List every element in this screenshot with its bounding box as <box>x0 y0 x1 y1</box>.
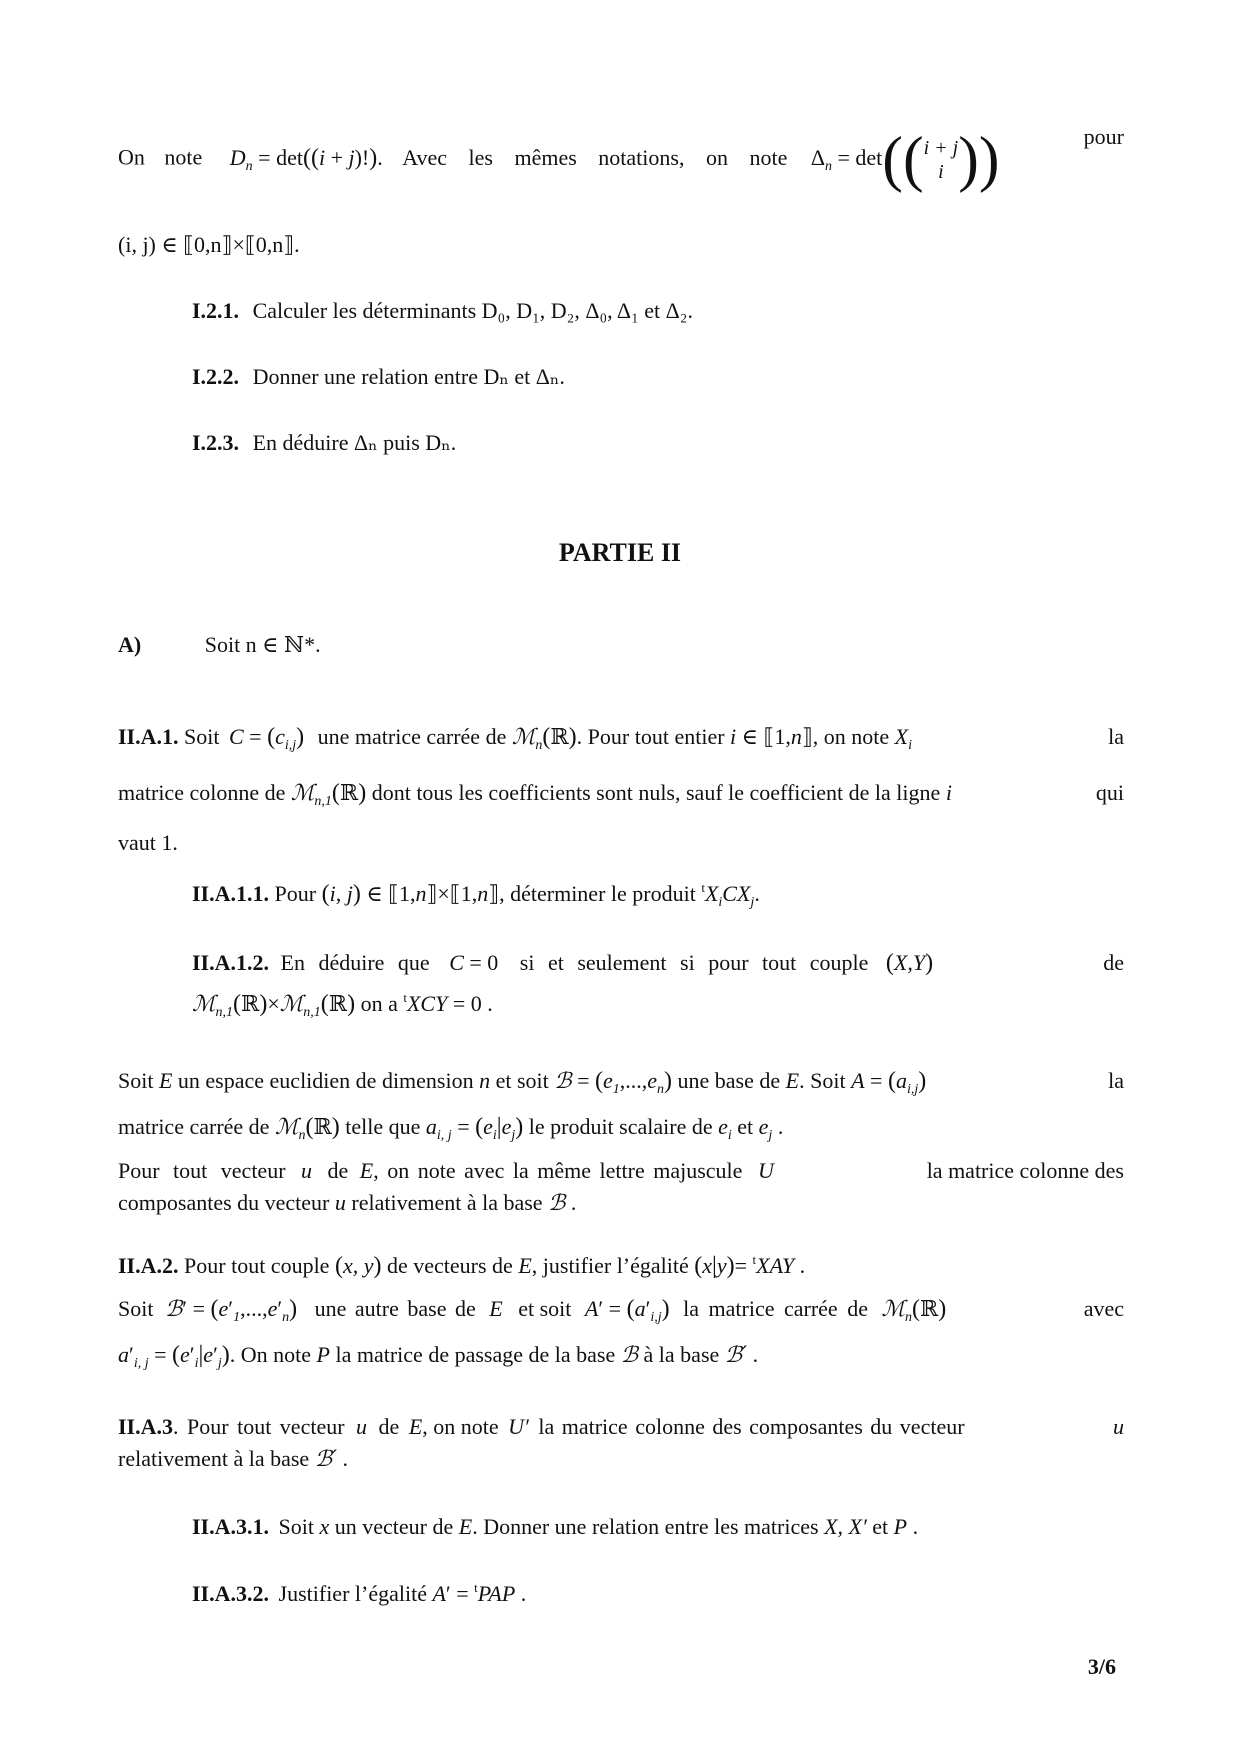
basis-B: ℬ <box>548 1191 566 1216</box>
basis-Bprime: ℬ′ <box>314 1447 337 1472</box>
text: on a <box>360 991 398 1016</box>
text: et soit <box>495 1068 549 1093</box>
question-I-2-2 <box>192 364 565 390</box>
text: qui <box>1095 780 1124 805</box>
formula-XCY0: $^t$XCY = 0 . <box>403 990 493 1016</box>
var-E: E <box>158 1068 173 1093</box>
IIA3-line1 <box>118 1414 1124 1440</box>
intro-on-note: On note <box>118 144 203 170</box>
text: de <box>378 1414 400 1439</box>
text: . Donner une relation entre les matrices <box>472 1514 819 1539</box>
text: . Soit <box>799 1068 846 1093</box>
IIA12-line2 <box>192 990 493 1021</box>
formula-ei: $e_i$ <box>718 1114 732 1143</box>
IIA31: II.A.3.1. Soit x un vecteur de E. Donner une relation entre les matrices X, X′ et P . <box>192 1514 919 1539</box>
IIA2-line3: $a'_{i, j} = (e'_i|e'_j)$. On note P la matrice de passage de la base ℬ à la base ℬ′ . <box>118 1342 759 1371</box>
IIA2-line2 <box>118 1296 1124 1326</box>
text: . Pour tout vecteur <box>173 1414 345 1439</box>
text: matrice colonne de <box>118 780 286 805</box>
formula-i-range: i ∈ ⟦1,n⟧ <box>730 724 813 749</box>
text: la matrice colonne des <box>926 1158 1124 1183</box>
formula-Bprime: ℬ′ = $(e'_1,...,e'_n)$ <box>164 1296 298 1325</box>
IIA3-line2: relativement à la base ℬ′ . <box>118 1446 348 1472</box>
section-A <box>118 632 321 658</box>
question-label: I.2.2. <box>192 364 240 389</box>
text: une matrice carrée de <box>317 724 507 749</box>
intro-avec: Avec les mêmes notations, on note <box>402 144 788 170</box>
formula-xy: (x, y) <box>334 1253 382 1279</box>
IIA12-line1 <box>192 950 1124 977</box>
IIA3-label: II.A.3 <box>118 1414 174 1439</box>
text: Soit <box>118 1296 154 1321</box>
var-u: u <box>1113 1414 1124 1439</box>
IIA1-label: II.A.1. <box>118 724 179 749</box>
text: la matrice de passage de la base <box>335 1342 616 1367</box>
question-label: I.2.3. <box>192 430 240 455</box>
formula-aij: $a_{i, j} = (e_i|e_j)$ <box>425 1114 524 1143</box>
text: matrice carrée de <box>118 1114 270 1139</box>
text: de vecteurs de <box>386 1253 513 1278</box>
basis-Bprime: ℬ′ <box>724 1343 748 1368</box>
text: relativement à la base <box>118 1446 310 1471</box>
var-E: E <box>408 1414 423 1439</box>
text: , on note <box>422 1414 499 1439</box>
text: et <box>872 1514 889 1539</box>
formula-XY: (X,Y) <box>885 950 934 976</box>
formula-Mn1xMn1: ℳ$_{n,1}$(ℝ)×ℳ$_{n,1}$(ℝ) <box>192 991 356 1020</box>
IIA32-label: II.A.3.2. <box>192 1581 270 1606</box>
IIA11 <box>192 880 760 911</box>
basis-B: ℬ <box>620 1343 639 1368</box>
formula-X-Xprime: X, X′ <box>824 1514 867 1539</box>
formula-Delta-n: $\Delta_n = \det((i + j$ i )) <box>810 125 1000 193</box>
formula-Mn: ℳ$_n$(ℝ) <box>511 724 577 753</box>
paraE-line1 <box>118 1068 1124 1098</box>
text: de <box>1103 950 1124 975</box>
section-text: Soit n ∈ ℕ*. <box>204 632 321 657</box>
formula-A: $A = (a_{i,j})$ <box>851 1068 927 1097</box>
formula-ij-range: (i, j) ∈ ⟦1,n⟧×⟦1,n⟧ <box>321 881 500 907</box>
var-n: n <box>479 1068 491 1093</box>
IIA2-label: II.A.2. <box>118 1253 179 1278</box>
text: . On note <box>229 1342 312 1367</box>
IIA11-label: II.A.1.1. <box>192 881 270 906</box>
text: à la base <box>643 1342 720 1367</box>
text: la <box>1108 1068 1124 1093</box>
formula-B: ℬ = $(e_1,...,e_n)$ <box>554 1068 673 1097</box>
text: composantes du vecteur <box>118 1190 330 1215</box>
paraE-line2 <box>118 1114 783 1144</box>
var-u: u <box>301 1158 313 1183</box>
IIA1-line2 <box>118 780 1124 810</box>
text: la <box>1108 724 1124 749</box>
var-Uprime: U′ <box>508 1414 529 1439</box>
text: Soit <box>118 1068 154 1093</box>
formula-Mn: ℳ$_n$(ℝ) <box>881 1296 947 1325</box>
formula-Xi: $X_i$ <box>894 724 912 753</box>
paraE-line3 <box>118 1158 1124 1184</box>
var-u: u <box>356 1414 368 1439</box>
text: et soit <box>518 1296 572 1321</box>
IIA1-line3: vaut 1. <box>118 830 178 855</box>
text: , on note <box>812 724 890 749</box>
text: En déduire que <box>280 950 430 975</box>
text: Pour <box>274 881 317 906</box>
formula-aprime-ij: $a'_{i, j} = (e'_i|e'_j)$ <box>118 1342 230 1371</box>
formula-Aprime: $A' = (a'_{i,j})$ <box>584 1296 670 1325</box>
question-text: En déduire Δₙ puis Dₙ. <box>252 430 457 455</box>
formula-ej: $e_j$ . <box>758 1114 784 1143</box>
text: Pour tout couple <box>184 1253 330 1278</box>
text: relativement à la base <box>351 1190 543 1215</box>
text: dont tous les coefficients sont nuls, sauf le coefficient de la ligne <box>371 780 941 805</box>
text: un vecteur de <box>334 1514 454 1539</box>
IIA1-line1 <box>118 724 1124 754</box>
formula-XiCXj: $^tX_iCX_j$. <box>701 880 760 910</box>
section-label: A) <box>118 632 142 657</box>
text: telle que <box>345 1114 421 1139</box>
var-U: U <box>757 1158 774 1183</box>
formula-C0: C = 0 <box>449 950 499 975</box>
text: Pour tout vecteur <box>118 1158 286 1183</box>
var-E: E <box>359 1158 374 1183</box>
page-number: 3/6 <box>1087 1654 1116 1679</box>
formula-Aprime-PAP: A′ = $^t$PAP . <box>432 1580 527 1606</box>
text: si et seulement si pour tout couple <box>519 950 869 975</box>
text: une base de <box>677 1068 781 1093</box>
question-text: Calculer les déterminants D₀, D₁, D₂, Δ₀, Δ₁ et Δ₂. <box>252 298 693 323</box>
var-x: x <box>319 1514 330 1539</box>
paraE-line4: composantes du vecteur u relativement à la base ℬ . <box>118 1190 577 1216</box>
var-E: E <box>458 1514 473 1539</box>
text: avec <box>1083 1296 1124 1321</box>
text: la matrice carrée de <box>683 1296 868 1321</box>
var-E: E <box>489 1296 503 1321</box>
text: Soit <box>184 724 220 749</box>
formula-Mn: ℳ$_n$(ℝ) <box>274 1114 340 1143</box>
intro-pour: pour <box>1083 124 1124 149</box>
text: , on note avec la même lettre majuscule <box>373 1158 743 1183</box>
text: une autre base de <box>314 1296 476 1321</box>
IIA12-label: II.A.1.2. <box>192 950 270 975</box>
IIA32 <box>192 1580 526 1607</box>
formula-Mn1: ℳ$_{n,1}$(ℝ) <box>290 780 367 809</box>
var-u: u <box>334 1190 346 1215</box>
text: et <box>737 1114 754 1139</box>
var-i: i <box>945 780 952 805</box>
intro-line <box>118 124 1124 195</box>
IIA31-label: II.A.3.1. <box>192 1514 270 1539</box>
formula-C: $C = (c_{i,j})$ <box>228 724 305 753</box>
var-E: E <box>785 1068 800 1093</box>
var-P: P <box>893 1514 908 1539</box>
var-P: P <box>316 1342 330 1367</box>
question-label: I.2.1. <box>192 298 240 323</box>
var-E: E <box>518 1253 532 1278</box>
text: , justifier l’égalité <box>531 1253 689 1278</box>
text: Soit <box>278 1514 314 1539</box>
formula-Dn: $D_n = \det((i + j)!)$. <box>229 144 389 174</box>
text: , déterminer le produit <box>499 881 696 906</box>
text: le produit scalaire de <box>528 1114 713 1139</box>
question-text: Donner une relation entre Dₙ et Δₙ. <box>252 364 565 389</box>
question-I-2-1 <box>192 298 693 324</box>
text: la matrice colonne des composantes du vecteur <box>538 1414 965 1439</box>
IIA2-line1 <box>118 1252 805 1280</box>
text: de <box>327 1158 349 1183</box>
text: Justifier l’égalité <box>278 1581 427 1606</box>
text: . Pour tout entier <box>576 724 725 749</box>
question-I-2-3 <box>192 430 456 456</box>
text: un espace euclidien de dimension <box>177 1068 474 1093</box>
intro-domain: (i, j) ∈ ⟦0,n⟧×⟦0,n⟧. <box>118 232 300 257</box>
formula-xy-XAY: (x|y)= $^t$XAY . <box>694 1252 806 1279</box>
part-title: PARTIE II <box>558 538 682 567</box>
